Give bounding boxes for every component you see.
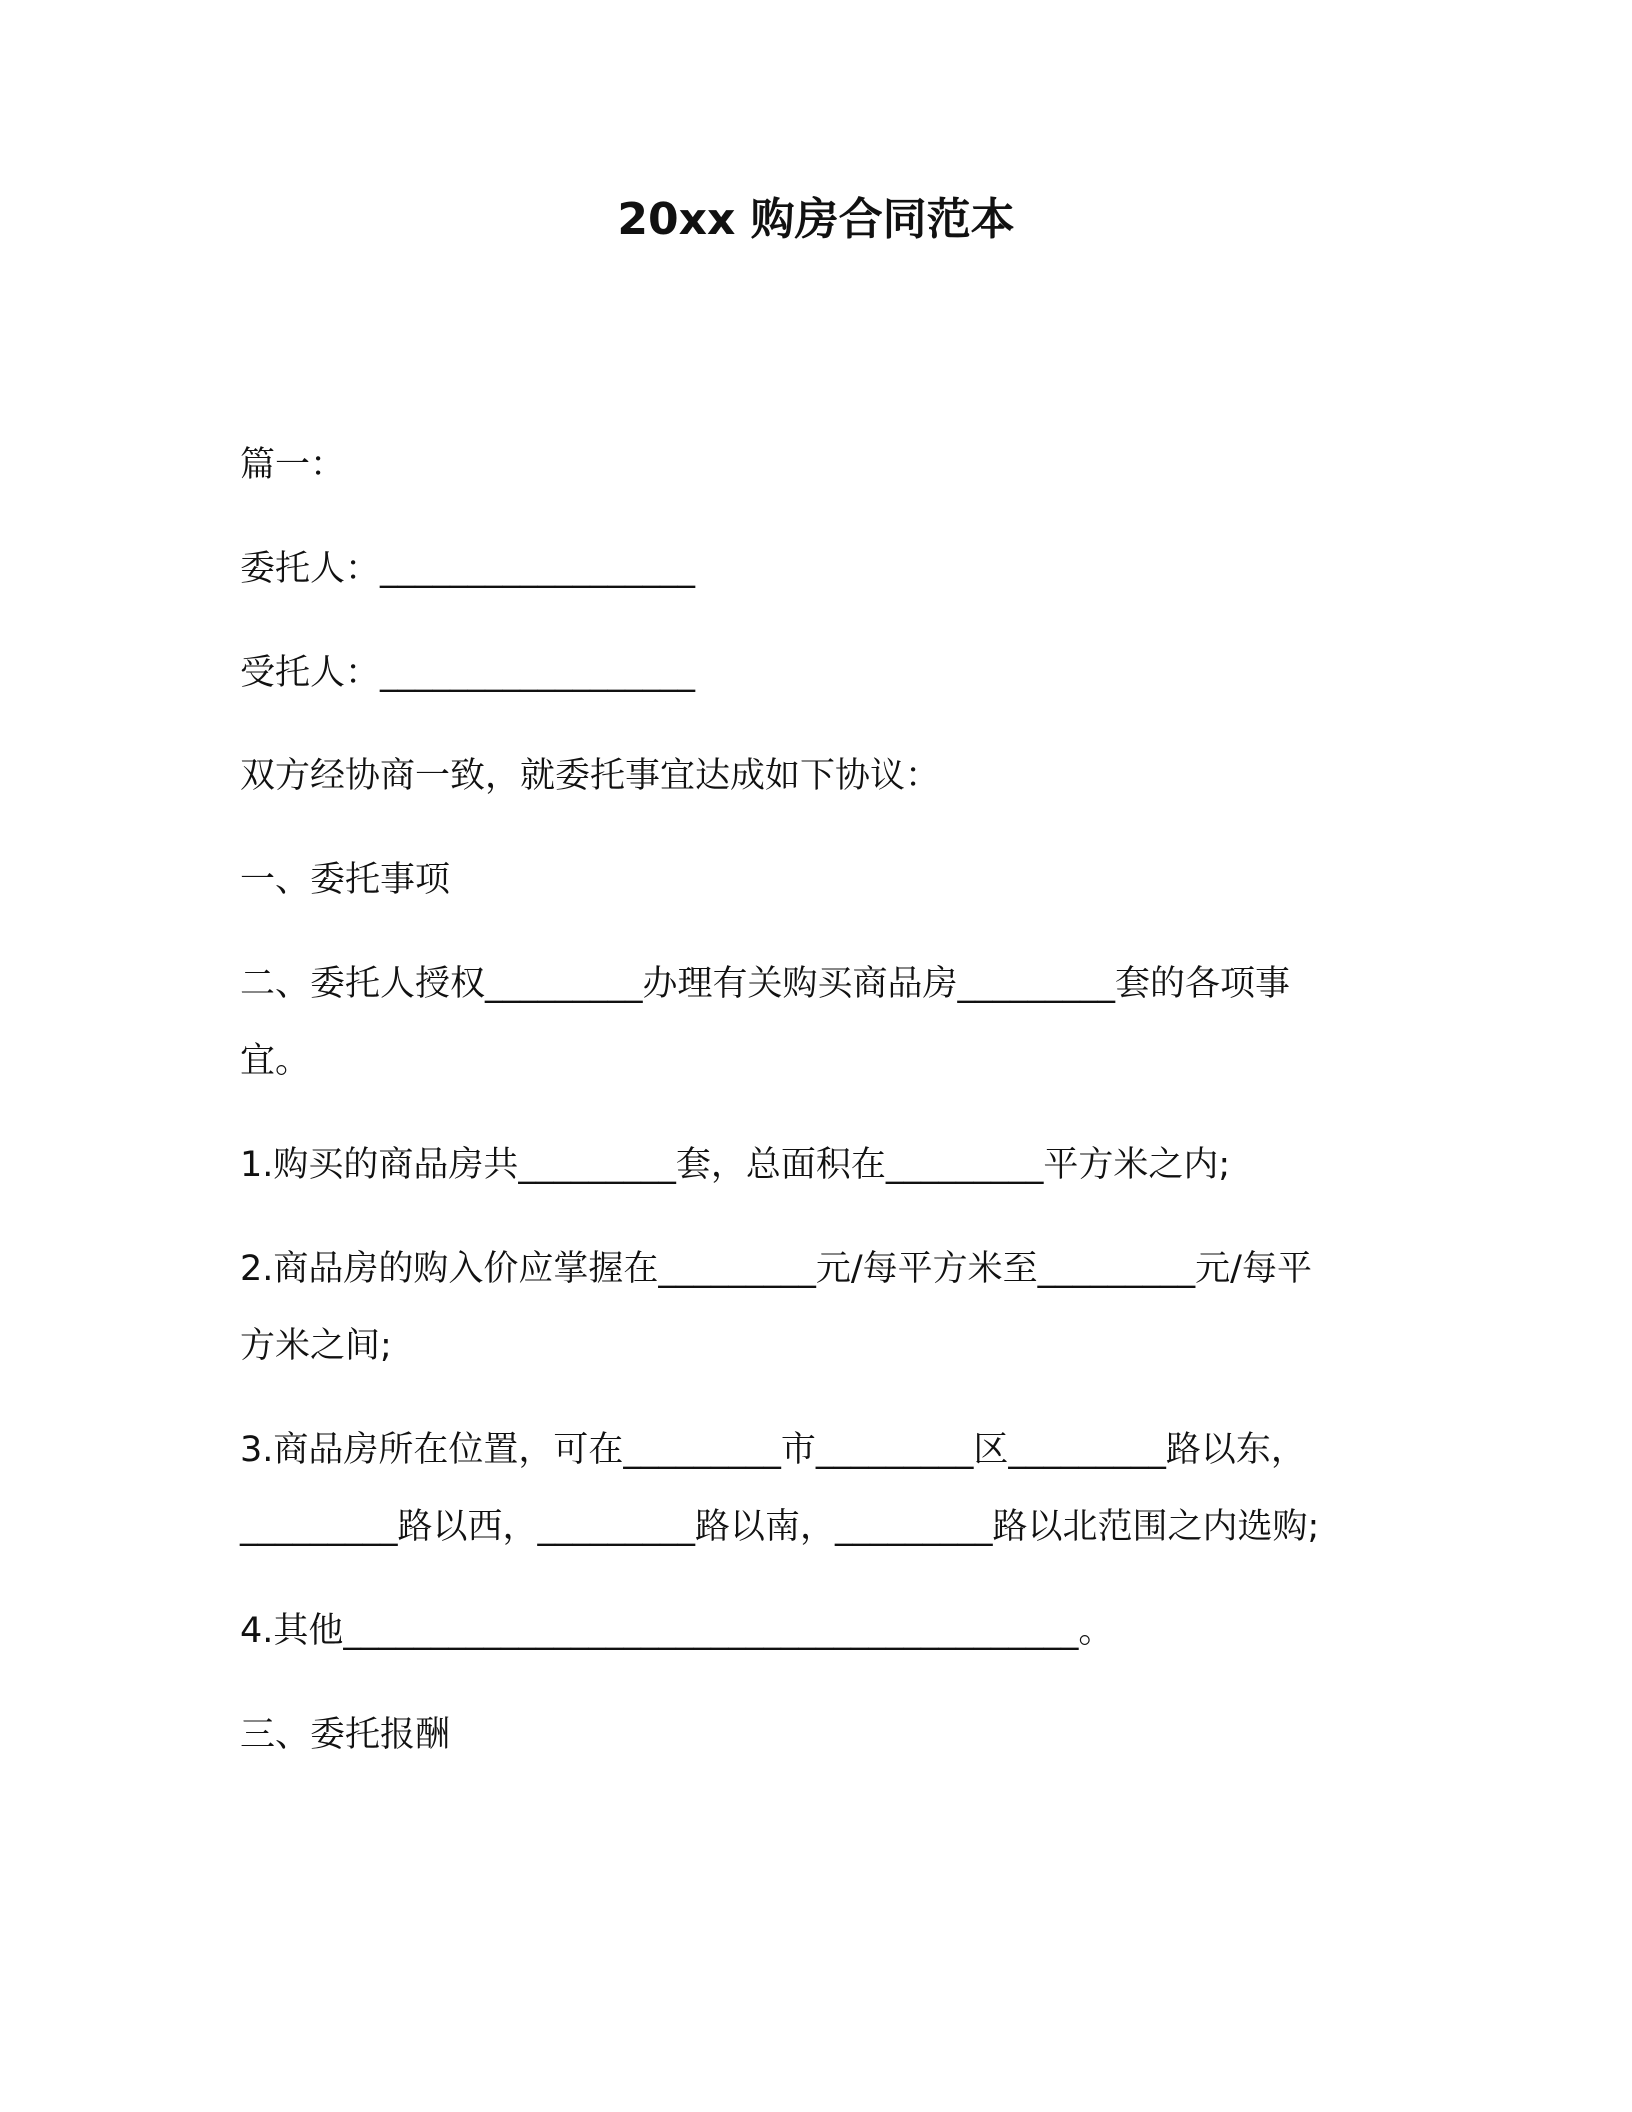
agent-line: 受托人：__________________ <box>240 653 696 693</box>
principal-line: 委托人：__________________ <box>240 549 696 589</box>
item-4: 4.其他__________________________________________。 <box>240 1611 1114 1651</box>
clause-heading-1: 一、委托事项 <box>240 860 451 900</box>
item-2-line-1: 2.商品房的购入价应掌握在_________元/每平方米至_________元/每平 <box>240 1249 1312 1289</box>
agreement-intro: 双方经协商一致，就委托事宜达成如下协议： <box>240 756 941 796</box>
item-3-line-2: _________路以西，_________路以南，_________路以北范围之内选购; <box>240 1507 1320 1547</box>
clause-2-line-2: 宜。 <box>240 1041 311 1081</box>
section-heading-part-one: 篇一： <box>240 445 346 485</box>
clause-2-line-1: 二、委托人授权_________办理有关购买商品房_________套的各项事 <box>240 964 1291 1004</box>
document-title: 20xx 购房合同范本 <box>617 194 1015 245</box>
item-2-line-2: 方米之间; <box>240 1326 392 1366</box>
clause-heading-3: 三、委托报酬 <box>240 1715 451 1755</box>
item-1: 1.购买的商品房共_________套，总面积在_________平方米之内; <box>240 1145 1231 1185</box>
item-3-line-1: 3.商品房所在位置，可在_________市_________区_________路以东， <box>240 1430 1306 1470</box>
